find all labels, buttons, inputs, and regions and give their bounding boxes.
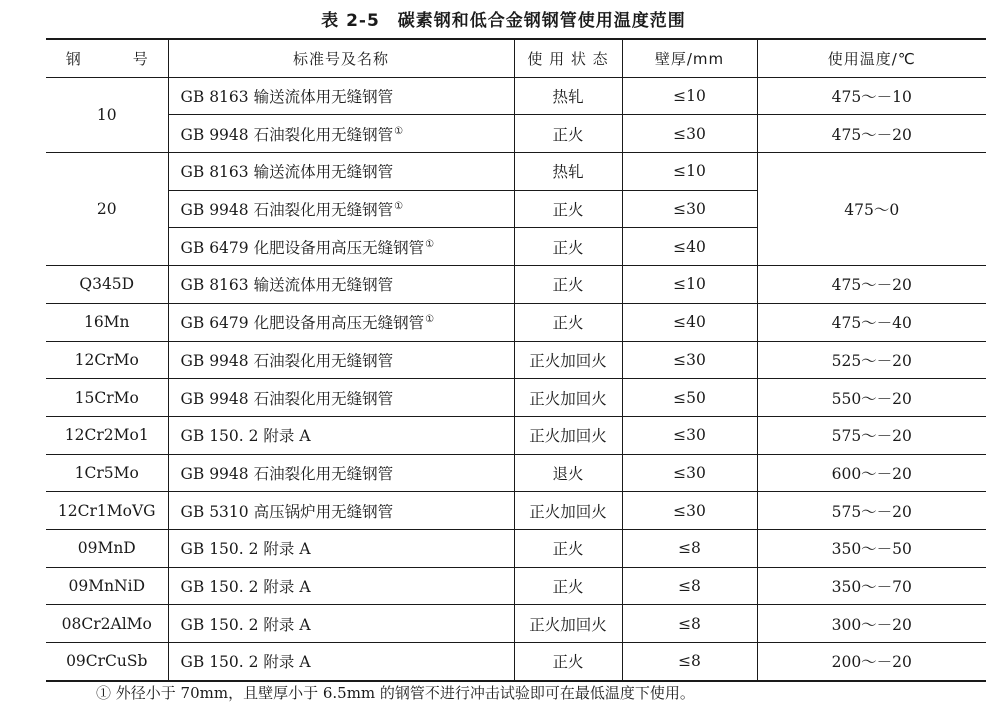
cell-state: 正火加回火 [514,416,622,454]
standard-text: GB 9948 石油裂化用无缝钢管 [180,464,394,483]
cell-state: 正火 [514,567,622,605]
cell-wall: ≤10 [622,266,757,304]
cell-state: 正火加回火 [514,605,622,643]
table-row [46,454,986,492]
cell-temperature: 475～－20 [757,266,986,304]
cell-temperature: 475～0 [757,153,986,266]
footnote-marker: ① [394,125,404,137]
standard-text: GB 9948 石油裂化用无缝钢管 [180,389,394,408]
cell-state: 正火 [514,303,622,341]
header-standard: 标准号及名称 [168,39,514,77]
header-grade-char-1: 钢 [65,49,81,68]
cell-state: 正火 [514,115,622,153]
cell-wall: ≤30 [622,341,757,379]
standard-text: GB 150. 2 附录 A [180,427,311,446]
cell-wall: ≤40 [622,228,757,266]
cell-temperature: 475～－40 [757,303,986,341]
standard-text: GB 6479 化肥设备用高压无缝钢管 [180,314,425,333]
cell-state: 正火加回火 [514,379,622,417]
table-row [46,266,986,304]
cell-standard [168,266,514,304]
table-row [46,115,986,153]
cell-standard [168,605,514,643]
cell-state: 正火 [514,228,622,266]
cell-grade: 08Cr2AlMo [46,605,168,643]
table-row [46,341,986,379]
cell-grade: 09MnD [46,529,168,567]
cell-standard [168,77,514,115]
table-row [46,416,986,454]
cell-wall: ≤30 [622,416,757,454]
cell-standard [168,454,514,492]
cell-wall: ≤30 [622,454,757,492]
cell-standard [168,228,514,266]
standard-text: GB 9948 石油裂化用无缝钢管 [180,125,394,144]
table-row [46,605,986,643]
cell-temperature: 350～－70 [757,567,986,605]
cell-grade: 09CrCuSb [46,643,168,681]
cell-wall: ≤10 [622,77,757,115]
standard-text: GB 8163 输送流体用无缝钢管 [180,88,394,107]
header-state: 使 用 状 态 [514,39,622,77]
cell-wall: ≤40 [622,303,757,341]
standard-text: GB 150. 2 附录 A [180,653,311,672]
cell-wall: ≤50 [622,379,757,417]
cell-temperature: 300～－20 [757,605,986,643]
cell-wall: ≤8 [622,567,757,605]
cell-grade: Q345D [46,266,168,304]
cell-wall: ≤30 [622,115,757,153]
header-row [46,39,986,77]
footnote-marker: ① [394,201,404,213]
cell-wall: ≤8 [622,529,757,567]
cell-standard [168,115,514,153]
cell-wall: ≤10 [622,153,757,191]
cell-temperature: 525～－20 [757,341,986,379]
table-footnote: ① 外径小于 70mm，且壁厚小于 6.5mm 的钢管不进行冲击试验即可在最低温度下使用。 [96,684,695,702]
cell-grade: 16Mn [46,303,168,341]
footnote-marker: ① [425,238,435,250]
cell-state: 正火 [514,266,622,304]
cell-grade: 10 [46,77,168,152]
cell-standard [168,190,514,228]
cell-temperature: 575～－20 [757,416,986,454]
cell-standard [168,303,514,341]
cell-grade: 1Cr5Mo [46,454,168,492]
cell-wall: ≤30 [622,492,757,530]
cell-standard [168,643,514,681]
table-title: 表 2-5 碳素钢和低合金钢钢管使用温度范围 [321,11,686,31]
table-row [46,567,986,605]
table-row [46,77,986,115]
cell-temperature: 200～－20 [757,643,986,681]
steel-pipe-temperature-table [46,38,986,682]
table-row [46,303,986,341]
cell-grade: 12Cr1MoVG [46,492,168,530]
cell-grade: 12CrMo [46,341,168,379]
cell-wall: ≤8 [622,605,757,643]
cell-grade: 09MnNiD [46,567,168,605]
cell-standard [168,379,514,417]
cell-wall: ≤8 [622,643,757,681]
table-row [46,153,986,191]
cell-standard [168,529,514,567]
cell-temperature: 575～－20 [757,492,986,530]
cell-grade: 20 [46,153,168,266]
header-grade-char-2: 号 [132,49,148,68]
footnote-marker: ① [425,314,435,326]
cell-state: 正火 [514,190,622,228]
standard-text: GB 9948 石油裂化用无缝钢管 [180,351,394,370]
cell-standard [168,153,514,191]
cell-wall: ≤30 [622,190,757,228]
cell-state: 热轧 [514,153,622,191]
cell-temperature: 475～－10 [757,77,986,115]
table-row [46,492,986,530]
standard-text: GB 6479 化肥设备用高压无缝钢管 [180,238,425,257]
standard-text: GB 5310 高压锅炉用无缝钢管 [180,502,394,521]
cell-standard [168,341,514,379]
cell-temperature: 475～－20 [757,115,986,153]
header-wall: 壁厚/mm [622,39,757,77]
cell-standard [168,416,514,454]
table-row [46,643,986,681]
cell-state: 正火加回火 [514,341,622,379]
standard-text: GB 150. 2 附录 A [180,540,311,559]
table-row [46,379,986,417]
standard-text: GB 150. 2 附录 A [180,615,311,634]
cell-grade: 12Cr2Mo1 [46,416,168,454]
cell-temperature: 350～－50 [757,529,986,567]
cell-state: 热轧 [514,77,622,115]
standard-text: GB 9948 石油裂化用无缝钢管 [180,201,394,220]
standard-text: GB 8163 输送流体用无缝钢管 [180,276,394,295]
cell-temperature: 550～－20 [757,379,986,417]
cell-state: 正火 [514,529,622,567]
header-temperature: 使用温度/℃ [757,39,986,77]
cell-state: 正火 [514,643,622,681]
table-row [46,529,986,567]
standard-text: GB 8163 输送流体用无缝钢管 [180,163,394,182]
cell-state: 正火加回火 [514,492,622,530]
header-grade [46,39,168,77]
cell-grade: 15CrMo [46,379,168,417]
cell-temperature: 600～－20 [757,454,986,492]
cell-standard [168,567,514,605]
standard-text: GB 150. 2 附录 A [180,577,311,596]
cell-standard [168,492,514,530]
cell-state: 退火 [514,454,622,492]
